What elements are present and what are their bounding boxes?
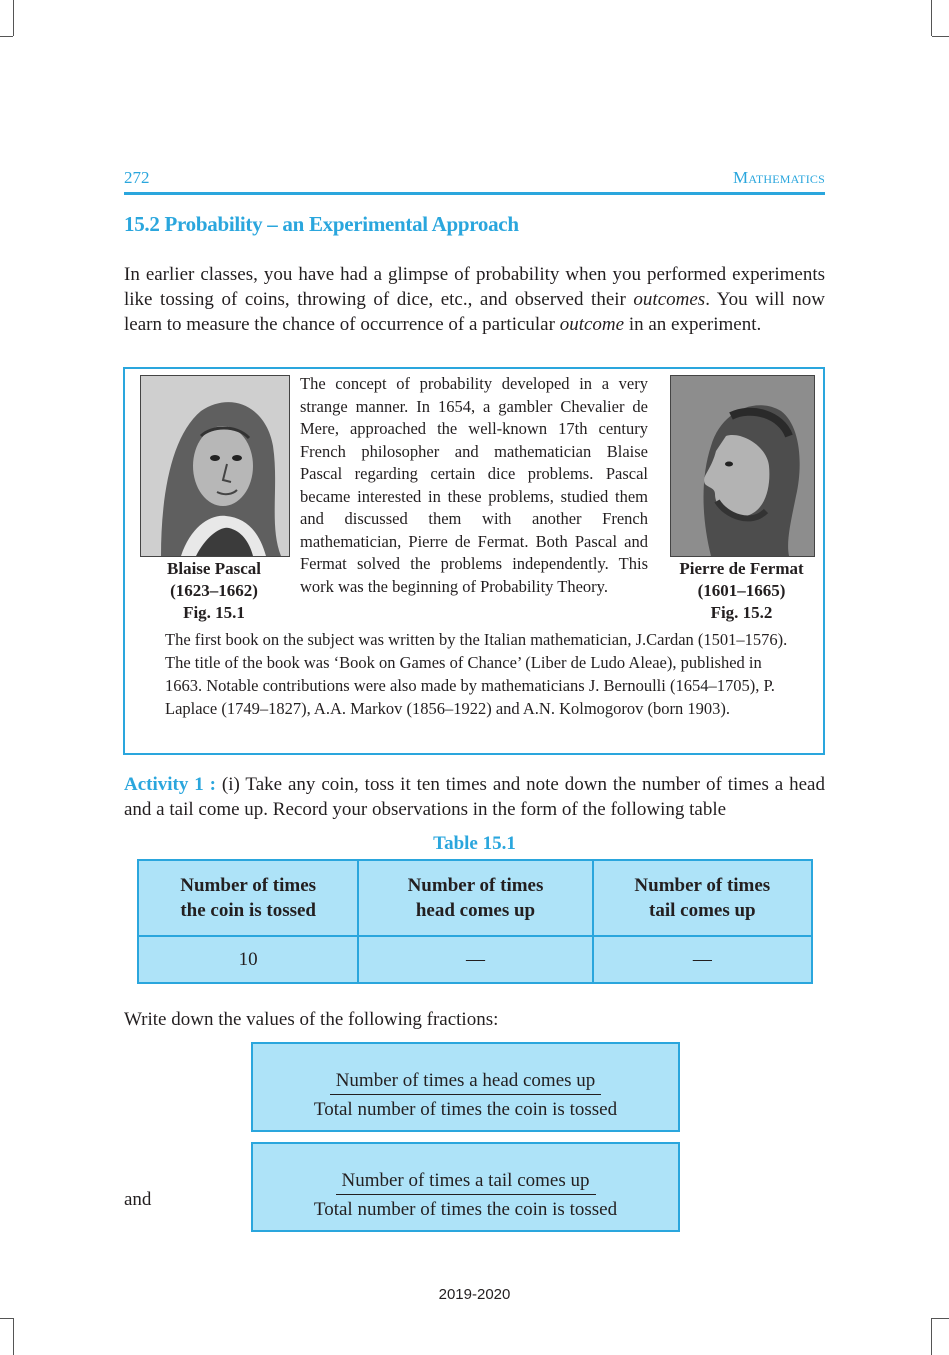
fermat-name: Pierre de Fermat [679,559,804,578]
table-cell: 10 [138,936,358,983]
pascal-years: (1623–1662) [170,581,258,600]
table-row [138,936,812,983]
section-title: 15.2 Probability – an Experimental Approach [124,212,519,236]
instruction-text: Write down the values of the following fractions: [124,1009,499,1030]
table-header-cell: Number of times head comes up [358,860,592,936]
fraction-numerator: Number of times a tail comes up [336,1170,596,1195]
crop-mark [0,36,13,37]
and-text: and [124,1189,152,1210]
table-title: Table 15.1 [433,833,516,854]
activity-paragraph [124,772,825,822]
crop-mark [932,1318,949,1319]
activity-label: Activity 1 : [124,774,217,795]
history-paragraph-2: The first book on the subject was written by the Italian mathematician, J.Cardan (1501–1576). The title of the book was ‘Book on Games of Chance’ (Liber de Ludo Aleae), published in 1663. Notable contributions were also made by mathematicians J. Bernoulli (1654–1705), P. Laplace (1749–1827), A.A. Markov (1856–1922) and A.N. Kolmogorov (born 1903). [165,630,788,718]
fermat-caption [665,558,818,624]
observation-table [137,859,813,984]
table-cell: — [593,936,812,983]
crop-mark [13,1318,14,1355]
pascal-name: Blaise Pascal [167,559,261,578]
page-number: 272 [124,168,150,187]
fraction-denominator: Total number of times the coin is tossed [313,1099,618,1120]
pascal-fig-label: Fig. 15.1 [183,603,245,622]
fraction-head [253,1070,678,1121]
fermat-years: (1601–1665) [697,581,786,600]
crop-mark [13,0,14,36]
fermat-portrait [670,375,815,557]
fraction-numerator: Number of times a head comes up [330,1070,602,1095]
fraction-box-tail [251,1142,680,1232]
crop-mark [931,0,932,36]
table-header-row [138,860,812,936]
pascal-caption [140,558,288,624]
book-title: Mathematics [733,168,825,187]
intro-paragraph: In earlier classes, you have had a glimpse of probability when you performed experiments like tossing of coins, throwing of dice, etc., and observed their outcomes. You will now learn to measure the chance of occurrence of a particular outcome in an experiment. [124,264,825,335]
table-cell: — [358,936,592,983]
table-header-cell: Number of times the coin is tossed [138,860,358,936]
history-paragraph-1: The concept of probability developed in a very strange manner. In 1654, a gambler Chevalier de Mere, approached the well-known 17th century French philosopher and mathematician Blaise Pascal regarding certain dice problems. Pascal became interested in these problems, studied them and discussed them with another French mathematician, Pierre de Fermat. Both Pascal and Fermat solved the problems independently. This work was the beginning of Probability Theory. [300,374,648,596]
header-rule [124,192,825,195]
fraction-denominator: Total number of times the coin is tossed [313,1199,618,1220]
crop-mark [0,1318,13,1319]
table-header-cell: Number of times tail comes up [593,860,812,936]
footer-year: 2019-2020 [438,1286,511,1303]
fermat-fig-label: Fig. 15.2 [710,603,773,622]
fraction-box-head [251,1042,680,1132]
crop-mark [931,1318,932,1355]
activity-text: (i) Take any coin, toss it ten times and note down the number of times a head and a tail come up. Record your observations in the form of the following table [124,774,825,820]
pascal-portrait [140,375,290,557]
crop-mark [932,36,949,37]
fraction-tail [253,1170,678,1221]
